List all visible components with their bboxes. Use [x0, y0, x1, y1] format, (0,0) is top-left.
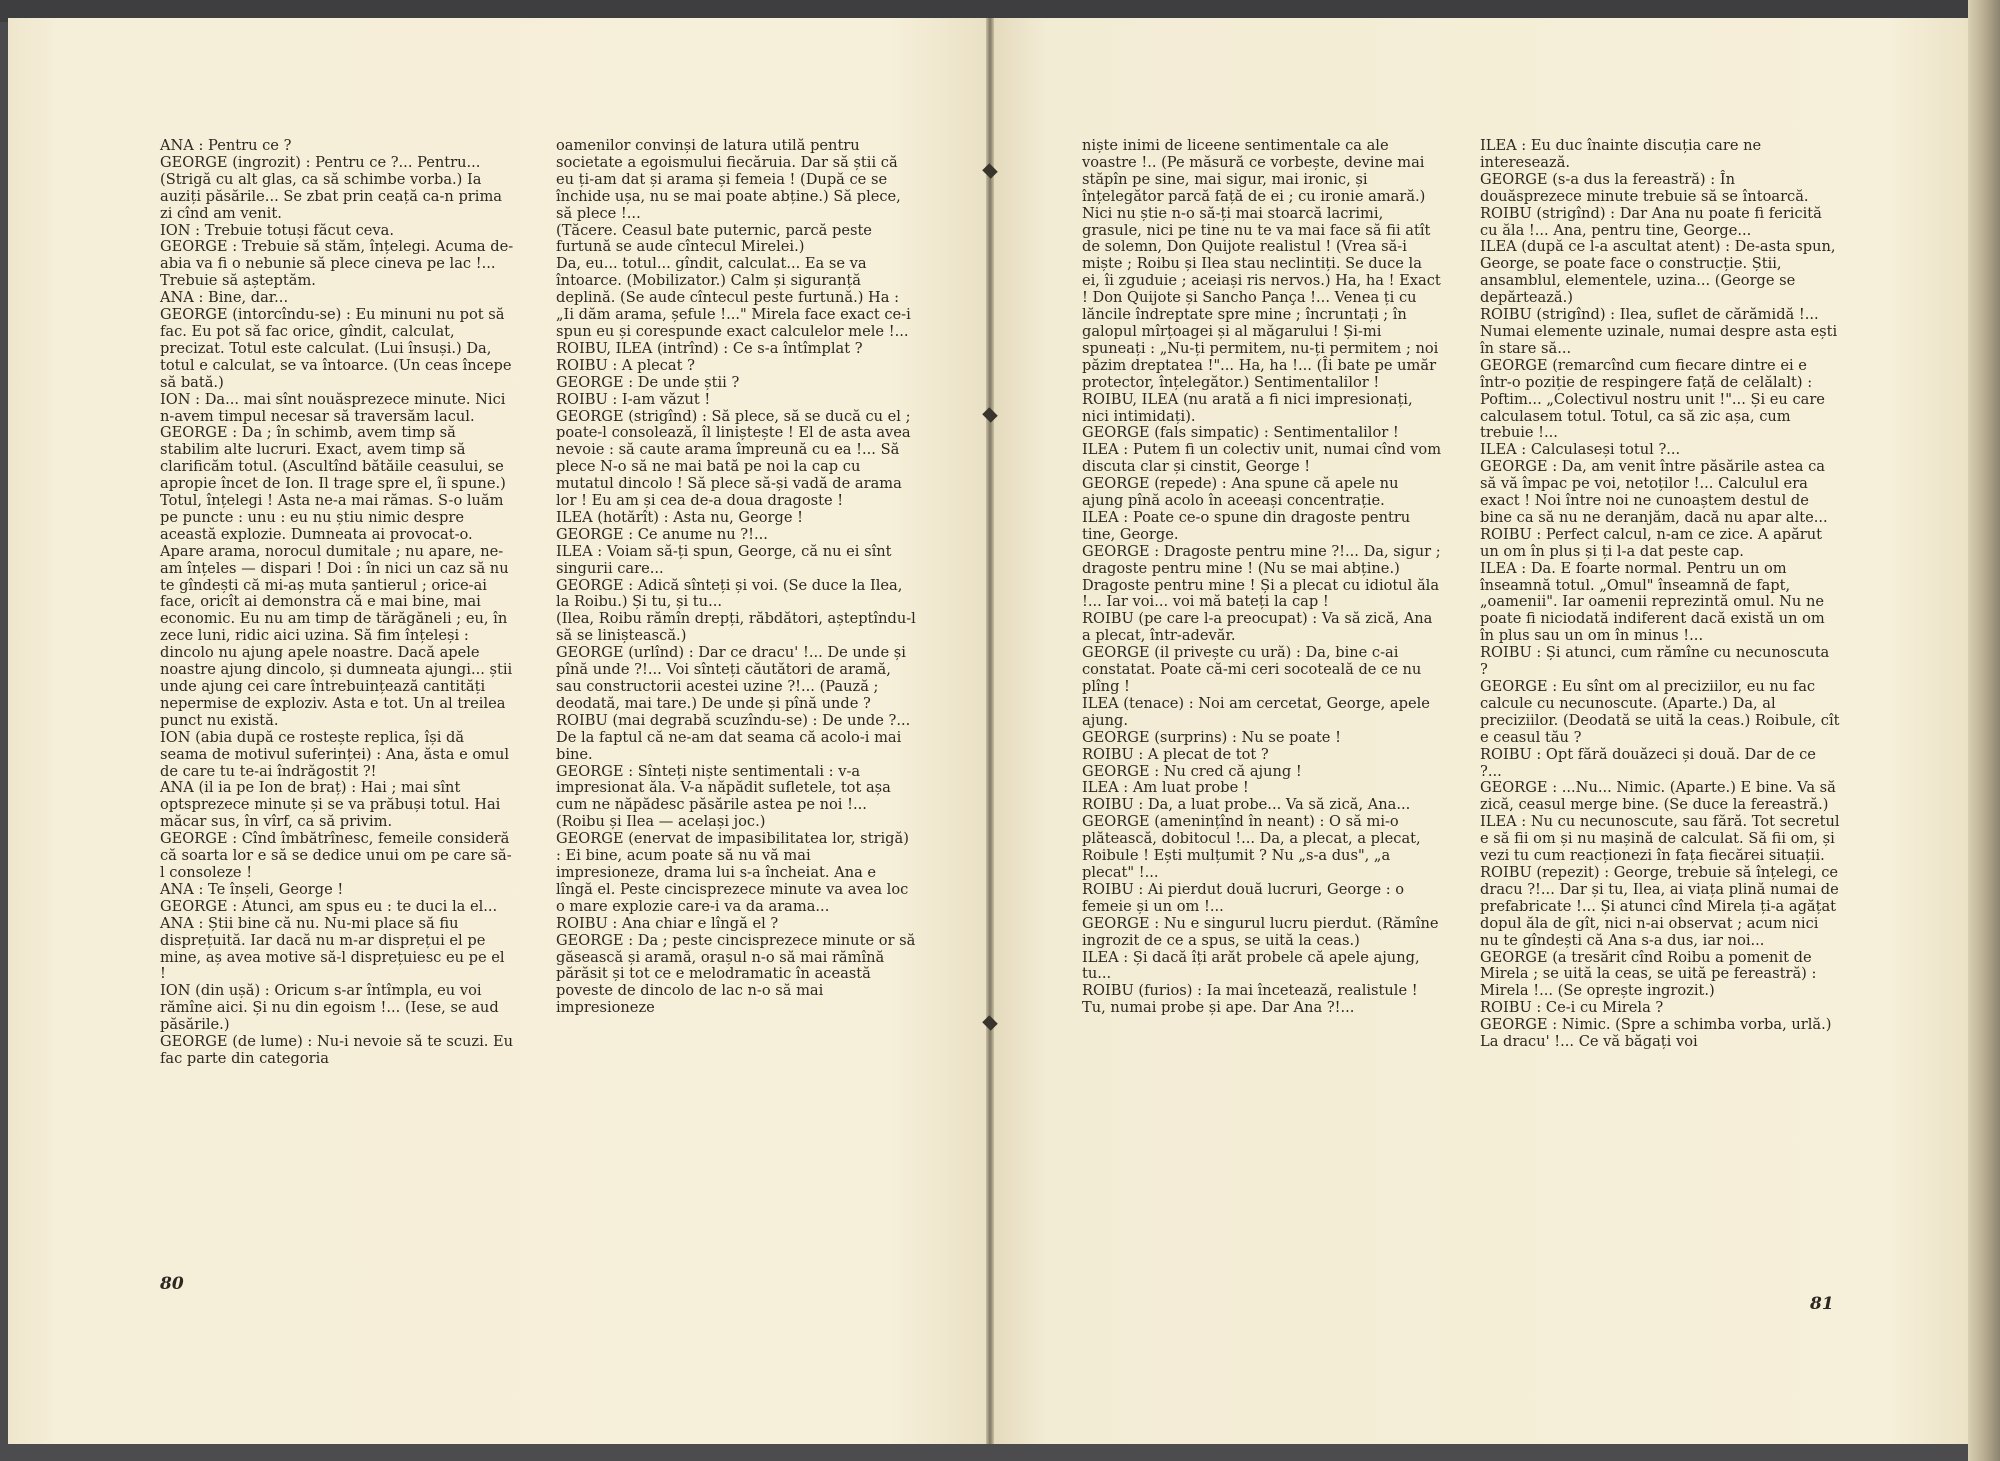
dialogue-line: GEORGE : Da ; în schimb, avem timp să stabilim alte lucruri. Exact, avem timp să clarificăm totul. (Ascultînd bătăile ceasului, se apropie încet de Ion. Il trage spre el, îi spune.) Totul, înțelegi ! Asta ne-a mai rămas. S-o luăm pe puncte : unu : eu nu știu nimic despre această explozie. Dumneata ai provocat-o. Apare arama, norocul dumitale ; nu apare, ne-am înțeles — dispari ! Doi : în nici un caz să nu te gîndești că mi-aș muta șantierul ; orice-ai face, oricît ai demonstra că e mai bine, mai economic. Eu nu am timp de tărăgăneli ; eu, în zece luni, ridic aici uzina. Să fim înțeleși : dincolo nu ajung apele noastre. Dacă apele noastre ajung dincolo, și dumneata ajungi... știi unde ajung cei care întrebuințează cantități nepermise de exploziv. Asta e tot. Un al treilea punct nu există. [160, 424, 513, 729]
dialogue-line: GEORGE : Cînd îmbătrînesc, femeile consideră că soarta lor e să se dedice unui om pe care să-l consoleze ! [160, 830, 512, 881]
dialogue-line: GEORGE : Da ; peste cincisprezece minute or să găsească și aramă, orașul n-o să mai rămînă părăsit și tot ce e melodramatic în această poveste de dincolo de lac n-o să mai impresioneze [556, 931, 916, 1017]
dialogue-line: ION (din ușă) : Oricum s-ar întîmpla, eu voi rămîne aici. Și nu din egoism !... (Iese, se aud păsările.) [160, 982, 499, 1034]
dialogue-line: ROIBU, ILEA (nu arată a fi nici impresionați, nici intimidați). [1082, 390, 1413, 425]
dialogue-line: ILEA : Și dacă îți arăt probele că apele ajung, tu... [1082, 948, 1420, 983]
dialogue-line: GEORGE (de lume) : Nu-i nevoie să te scuzi. Eu fac parte din categoria [160, 1033, 514, 1067]
dialogue-line: oamenilor convinși de latura utilă pentru societate a egoismului fiecăruia. Dar să știi că eu ți-am dat și arama și femeia ! (După ce se închide ușa, nu se mai poate abține.) Să plece, să plece !... [556, 137, 901, 222]
dialogue-line: GEORGE : Atunci, am spus eu : te duci la el... [160, 897, 498, 915]
dialogue-line: ILEA : Putem fi un colectiv unit, numai cînd vom discuta clar și cinstit, George ! [1082, 441, 1442, 476]
dialogue-line: ROIBU (strigînd) : Ilea, suflet de cărămidă !... Numai elemente uzinale, numai despre asta ești în stare să... [1480, 306, 1838, 357]
dialogue-line: ILEA : Poate ce-o spune din dragoste pentru tine, George. [1082, 508, 1411, 543]
dialogue-line: GEORGE : Dragoste pentru mine ?!... Da, sigur ; dragoste pentru mine ! (Nu se mai abține.) Dragoste pentru mine ! Și a plecat cu idiotul ăla !... Iar voi... voi mă bateți la cap ! [1082, 542, 1441, 611]
dialogue-line: ROIBU (repezit) : George, trebuie să înțelegi, ce dracu ?!... Dar și tu, Ilea, ai viața plină numai de prefabricate !... Și atunci cînd Mirela ți-a agățat dopul ăla de gît, nici n-ai observat ; acum nici nu te gîndești că Ana s-a dus, iar noi... [1480, 863, 1839, 949]
dialogue-line: ROIBU : Și atunci, cum rămîne cu necunoscuta ? [1480, 644, 1830, 679]
dialogue-line: ROIBU : A plecat ? [556, 356, 695, 374]
dialogue-line: GEORGE (a tresărit cînd Roibu a pomenit de Mirela ; se uită la ceas, se uită pe fereastră) : Mirela !... (Se oprește ingrozit.) [1480, 948, 1817, 1000]
dialogue-line: ROIBU (furios) : Ia mai încetează, realistule ! Tu, numai probe și ape. Dar Ana ?!... [1082, 982, 1418, 1017]
dialogue-line: ILEA : Am luat probe ! [1082, 779, 1249, 797]
dialogue-line: ROIBU : Opt fără douăzeci și două. Dar de ce ?... [1480, 745, 1816, 780]
dialogue-line: ROIBU : A plecat de tot ? [1082, 745, 1269, 763]
dialogue-line: GEORGE (urlînd) : Dar ce dracu' !... De unde și pînă unde ?!... Voi sînteți căutători de aramă, sau constructorii acestei uzine ?!... (Pauză ; deodată, mai tare.) De unde și pînă unde ? [556, 644, 906, 712]
dialogue-line: GEORGE (repede) : Ana spune că apele nu ajung pînă acolo în aceeași concentrație. [1082, 475, 1399, 510]
dialogue-line: ANA : Pentru ce ? [160, 137, 292, 154]
dialogue-line: GEORGE : Adică sînteți și voi. (Se duce la Ilea, la Roibu.) Și tu, și tu... [556, 576, 903, 611]
left-column-2 [556, 138, 916, 1017]
dialogue-line: GEORGE (enervat de impasibilitatea lor, strigă) : Ei bine, acum poate să nu vă mai impresioneze, drama lui s-a încheiat. Ana e lîngă el. Peste cincisprezece minute va avea loc o mare explozie care-i va da arama... [556, 830, 909, 915]
dialogue-line: (Tăcere. Ceasul bate puternic, parcă peste furtună se aude cîntecul Mirelei.) [556, 221, 872, 256]
dialogue-line: ILEA : Da. E foarte normal. Pentru un om înseamnă totul. „Omul" înseamnă de fapt, „oamenii". Iar oamenii reprezintă omul. Nu ne poate fi niciodată indiferent dacă există un om în plus sau un om în minus !... [1480, 559, 1825, 645]
dialogue-line: GEORGE : Nu e singurul lucru pierdut. (Rămîne ingrozit de ce a spus, se uită la ceas.) [1082, 914, 1439, 949]
page-number-right: 81 [1810, 1294, 1834, 1314]
dialogue-line: GEORGE : Nu cred că ajung ! [1082, 762, 1302, 780]
dialogue-line: Da, eu... totul... gîndit, calculat... Ea se va întoarce. (Mobilizator.) Calm și siguranță deplină. (Se aude cîntecul peste furtună.) Ha : „Ii dăm arama, șefule !..." Mirela face exact ce-i spun eu și corespunde exact calculelor mele !... [556, 255, 911, 340]
dialogue-line: GEORGE (intorcîndu-se) : Eu minuni nu pot să fac. Eu pot să fac orice, gîndit, calculat, precizat. Totul este calculat. (Lui însuși.) Da, totul e calculat, se va întoarce. (Un ceas începe să bată.) [160, 306, 512, 391]
dialogue-line: ROIBU : Da, a luat probe... Va să zică, Ana... [1082, 796, 1411, 814]
dialogue-line: GEORGE : De unde știi ? [556, 373, 740, 391]
dialogue-line: GEORGE : Nimic. (Spre a schimba vorba, urlă.) La dracu' !... Ce vă băgați voi [1480, 1016, 1832, 1051]
dialogue-line: ROIBU (pe care l-a preocupat) : Va să zică, Ana a plecat, într-adevăr. [1082, 610, 1433, 645]
dialogue-line: GEORGE : Ce anume nu ?!... [556, 525, 768, 543]
dialogue-line: ION : Trebuie totuși făcut ceva. [160, 221, 395, 239]
page-number-left: 80 [160, 1274, 184, 1294]
dialogue-line: GEORGE (fals simpatic) : Sentimentalilor ! [1082, 424, 1399, 442]
dialogue-line: ILEA : Eu duc înainte discuția care ne interesează. [1480, 137, 1762, 171]
dialogue-line: ROIBU : Ana chiar e lîngă el ? [556, 914, 779, 932]
dialogue-line: ROIBU : I-am văzut ! [556, 390, 711, 408]
page-edge [1968, 0, 2000, 1461]
dialogue-line: GEORGE (strigînd) : Să plece, să se ducă cu el ; poate-l consolează, îl liniștește ! El de asta avea nevoie : să caute arama împreună cu ea !... Să plece N-o să ne mai bată pe noi la cap cu mutatul dincolo ! Să plece să-și vadă de arama lor ! Eu am și cea de-a doua dragoste ! [556, 407, 911, 510]
dialogue-line: GEORGE (s-a dus la fereastră) : În douăsprezece minute trebuie să se întoarcă. [1480, 170, 1809, 205]
dialogue-line: ILEA (după ce l-a ascultat atent) : De-asta spun, George, se poate face o construcție. Știi, ansamblul, elementele, uzina... (George se depărtează.) [1480, 238, 1836, 307]
dialogue-line: ROIBU, ILEA (intrînd) : Ce s-a întîmplat ? [556, 339, 863, 357]
left-column-1 [160, 138, 515, 1068]
dialogue-line: ILEA : Voiam să-ți spun, George, că nu ei sînt singurii care... [556, 542, 892, 577]
dialogue-line: GEORGE : Da, am venit între păsările astea ca să vă împac pe voi, netoților !... Calculul era exact ! Noi între noi ne cunoaștem destul de bine ca să nu ne deranjăm, dacă nu apar alte... [1480, 458, 1828, 526]
dialogue-line: ILEA (tenace) : Noi am cercetat, George, apele ajung. [1082, 694, 1430, 729]
dialogue-line: GEORGE : ...Nu... Nimic. (Aparte.) E bine. Va să zică, ceasul merge bine. (Se duce la fereastră.) [1480, 779, 1836, 814]
right-column-1 [1082, 138, 1442, 1017]
dialogue-line: ILEA : Calculaseși totul ?... [1480, 441, 1681, 459]
dialogue-line: (Ilea, Roibu rămîn drepți, răbdători, așteptîndu-l să se liniștească.) [556, 610, 916, 645]
dialogue-line: GEORGE (remarcînd cum fiecare dintre ei e într-o poziție de respingere față de celălalt) : Poftim... „Colectivul nostru unit !"... Și eu care calculasem totul. Totul, ca să zic așa, cum trebuie !... [1480, 356, 1825, 442]
dialogue-line: ION (abia după ce rostește replica, își dă seama de motivul suferinței) : Ana, ăsta e omul de care tu te-ai îndrăgostit ?! [160, 728, 510, 780]
book-gutter [986, 18, 994, 1444]
dialogue-line: ROIBU (mai degrabă scuzîndu-se) : De unde ?... De la faptul că ne-am dat seama că acolo-i mai bine. [556, 711, 911, 763]
dialogue-line: ANA : Bine, dar... [160, 289, 289, 307]
dialogue-line: GEORGE : Trebuie să stăm, înțelegi. Acuma de-abia va fi o nebunie să plece cineva pe lac !... Trebuie să așteptăm. [160, 238, 514, 290]
dialogue-line: ILEA (hotărît) : Asta nu, George ! [556, 508, 803, 526]
right-column-2 [1480, 138, 1840, 1051]
dialogue-line: GEORGE (surprins) : Nu se poate ! [1082, 728, 1341, 746]
dialogue-line: ANA (il ia pe Ion de braț) : Hai ; mai sînt optsprezece minute și se va prăbuși totul. Hai măcar sus, în vîrf, ca să privim. [160, 779, 501, 831]
dialogue-line: GEORGE : Eu sînt om al preciziilor, eu nu fac calcule cu necunoscute. (Aparte.) Da, al preciziilor. (Deodată se uită la ceas.) Roibule, cît e ceasul tău ? [1480, 678, 1840, 746]
dialogue-line: (Roibu și Ilea — același joc.) [556, 813, 766, 831]
dialogue-line: GEORGE (ingrozit) : Pentru ce ?... Pentru... (Strigă cu alt glas, ca să schimbe vorba.) Ia auziți păsările... Se zbat prin ceață ca-n prima zi cînd am venit. [160, 153, 502, 222]
right-page [990, 18, 1968, 1444]
dialogue-line: niște inimi de liceene sentimentale ca ale voastre !.. (Pe măsură ce vorbește, devine mai stăpîn pe sine, mai sigur, mai ironic, și înțelegător parcă față de ei ; cu ironie amară.) Nici nu știe n-o să-ți mai stoarcă lacrimi, grasule, nici pe tine nu te va mai face să fii atît de solemn, Don Quijote realistul ! (Vrea să-i miște ; Roibu și Ilea stau neclintiți. Se duce la ei, îi zguduie ; aceiași ris nervos.) Ha, ha ! Exact ! Don Quijote și Sancho Pança !... Venea ți cu lăncile îndreptate spre mine ; încruntați ; în galopul mîrțoagei și al măgarului ! Și-mi spuneați : „Nu-ți permitem, nu-ți permitem ; noi păzim dreptatea !"... Ha, ha !... (Îi bate pe umăr protector, înțelegător.) Sentimentalilor ! [1082, 137, 1441, 391]
dialogue-line: ILEA : Nu cu necunoscute, sau fără. Tot secretul e să fii om și nu mașină de calculat. Să fii om, și vezi tu cum reacționezi în fața fiecărei situații. [1480, 813, 1840, 865]
dialogue-line: ROIBU : Ce-i cu Mirela ? [1480, 999, 1664, 1017]
dialogue-line: ROIBU (strigînd) : Dar Ana nu poate fi fericită cu ăla !... Ana, pentru tine, George... [1480, 204, 1822, 239]
dialogue-line: GEORGE (il privește cu ură) : Da, bine c-ai constatat. Poate că-mi ceri socoteală de ce nu plîng ! [1082, 644, 1422, 695]
left-page [8, 18, 990, 1444]
dialogue-line: ANA : Te înșeli, George ! [160, 880, 344, 898]
dialogue-line: ROIBU : Ai pierdut două lucruri, George : o femeie și un om !... [1082, 880, 1405, 915]
dialogue-line: GEORGE (amenințînd în neant) : O să mi-o plătească, dobitocul !... Da, a plecat, a plecat, Roibule ! Ești mulțumit ? Nu „s-a dus", „a plecat" !... [1082, 813, 1421, 881]
dialogue-line: ROIBU : Perfect calcul, n-am ce zice. A apărut un om în plus și ți l-a dat peste cap. [1480, 525, 1823, 560]
dialogue-line: ION : Da... mai sînt nouăsprezece minute. Nici n-avem timpul necesar să traversăm lacul. [160, 390, 506, 425]
dialogue-line: ANA : Știi bine că nu. Nu-mi place să fiu disprețuită. Iar dacă nu m-ar disprețui el pe mine, aș avea motive să-l disprețuiesc eu pe el ! [160, 914, 505, 983]
dialogue-line: GEORGE : Sînteți niște sentimentali : v-a impresionat ăla. V-a năpădit sufletele, tot așa cum ne năpădesc păsările astea pe noi !... [556, 762, 891, 814]
